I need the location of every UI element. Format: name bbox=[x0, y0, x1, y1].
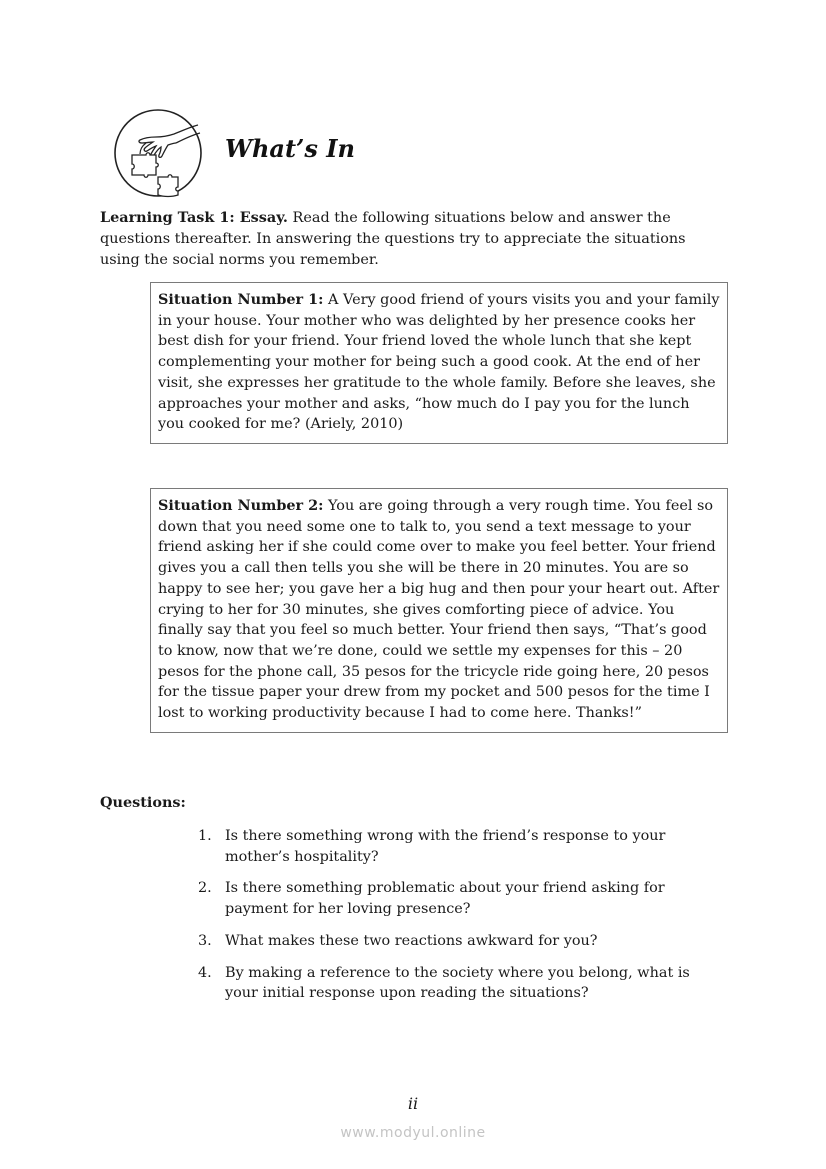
situation-box-1 bbox=[150, 282, 728, 444]
situation-1-text: A Very good friend of yours visits you and your family in your house. Your mother who was delighted by her presence cooks her best dish for your friend. Your friend loved the whole lunch that she kept complementing your mother for being such a good cook. At the end of her visit, she expresses her gratitude to the whole family. Before she leaves, she approaches your mother and asks, “how much do I pay you for the lunch you cooked for me? (Ariely, 2010) bbox=[158, 292, 720, 433]
watermark: www.modyul.online bbox=[340, 1125, 486, 1141]
situation-1-label: Situation Number 1: bbox=[158, 291, 324, 308]
learning-task-intro bbox=[100, 207, 720, 271]
learning-task-instructions: Read the following situations below and answer the questions thereafter. In answering the questions try to appreciate the situations using the social norms you remember. bbox=[100, 210, 686, 268]
questions-list bbox=[198, 826, 698, 1015]
questions-heading: Questions: bbox=[100, 794, 186, 811]
learning-task-label: Learning Task 1: Essay. bbox=[100, 209, 288, 226]
question-item bbox=[198, 826, 698, 867]
question-item bbox=[198, 963, 698, 1004]
question-number: 4. bbox=[198, 964, 212, 981]
question-item bbox=[198, 878, 698, 919]
question-text: Is there something problematic about your friend asking for payment for her loving presence? bbox=[225, 880, 665, 918]
situation-2-text: You are going through a very rough time. You feel so down that you need some one to talk to, you send a text message to your friend asking her if she could come over to make you feel better. Your friend gives you a call then tells you she will be there in 20 minutes. You are so happy to see her; you gave her a big hug and then pour your heart out. After crying to her for 30 minutes, she gives comforting piece of advice. You finally say that you feel so much better. Your friend then says, “That’s good to know, now that we’re done, could we settle my expenses for this – 20 pesos for the phone call, 35 pesos for the tricycle ride going here, 20 pesos for the tissue paper your drew from my pocket and 500 pesos for the time I lost to working productivity because I had to come here. Thanks!” bbox=[158, 498, 720, 722]
question-number: 3. bbox=[198, 932, 212, 949]
question-number: 2. bbox=[198, 880, 212, 897]
situation-box-2 bbox=[150, 488, 728, 733]
page-number: ii bbox=[407, 1094, 419, 1113]
question-item bbox=[198, 931, 698, 952]
question-text: Is there something wrong with the friend’s response to your mother’s hospitality? bbox=[225, 828, 666, 865]
situation-2-label: Situation Number 2: bbox=[158, 497, 324, 514]
hand-with-puzzle-piece-icon bbox=[112, 107, 204, 199]
page-title: What’s In bbox=[225, 134, 355, 163]
question-number: 1. bbox=[198, 828, 212, 844]
question-text: What makes these two reactions awkward for you? bbox=[225, 932, 598, 949]
question-text: By making a reference to the society where you belong, what is your initial response upon reading the situations? bbox=[225, 964, 690, 1002]
